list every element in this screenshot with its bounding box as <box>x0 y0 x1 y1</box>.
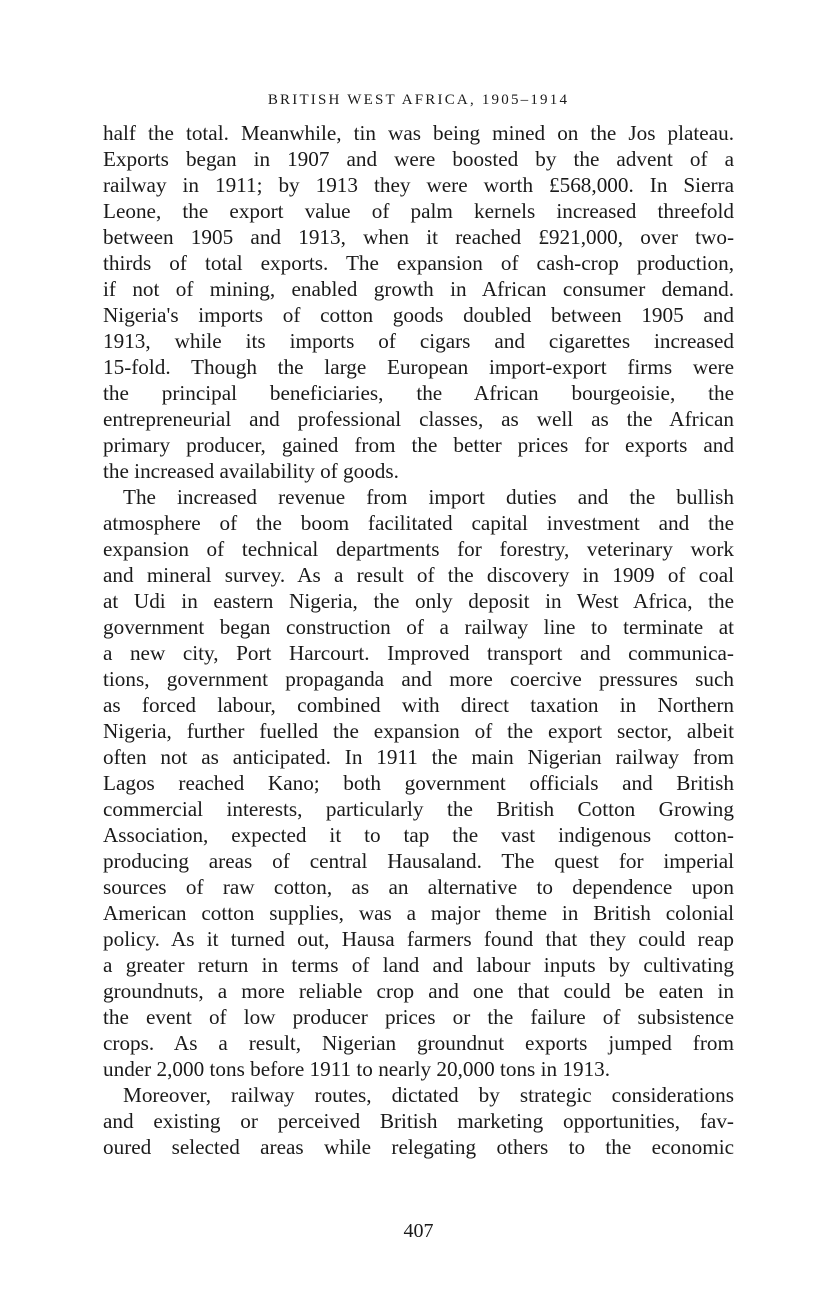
text-line: groundnuts, a more reliable crop and one that could be eaten in <box>103 979 734 1003</box>
text-line: the principal beneficiaries, the African bourgeoisie, the <box>103 381 734 405</box>
text-line: tions, government propaganda and more coercive pressures such <box>103 667 734 691</box>
text-line: oured selected areas while relegating others to the economic <box>103 1135 734 1159</box>
text-line: the event of low producer prices or the failure of subsistence <box>103 1005 734 1029</box>
text-line: government began construction of a railway line to terminate at <box>103 615 734 639</box>
text-line: crops. As a result, Nigerian groundnut exports jumped from <box>103 1031 734 1055</box>
text-line: and existing or perceived British marketing opportunities, fav- <box>103 1109 734 1133</box>
text-line: half the total. Meanwhile, tin was being mined on the Jos plateau. <box>103 121 734 145</box>
text-line: The increased revenue from import duties and the bullish <box>123 485 734 509</box>
book-page <box>103 0 734 1300</box>
text-line: Nigeria's imports of cotton goods doubled between 1905 and <box>103 303 734 327</box>
text-line: Lagos reached Kano; both government officials and British <box>103 771 734 795</box>
text-line: if not of mining, enabled growth in African consumer demand. <box>103 277 734 301</box>
text-line: between 1905 and 1913, when it reached £921,000, over two- <box>103 225 734 249</box>
page-number: 407 <box>403 1220 434 1242</box>
text-line: as forced labour, combined with direct taxation in Northern <box>103 693 734 717</box>
body-text <box>103 120 734 1160</box>
text-line: Exports began in 1907 and were boosted by the advent of a <box>103 147 734 171</box>
text-line: the increased availability of goods. <box>103 459 399 483</box>
text-line: thirds of total exports. The expansion of cash-crop production, <box>103 251 734 275</box>
text-line: railway in 1911; by 1913 they were worth £568,000. In Sierra <box>103 173 734 197</box>
text-line: Moreover, railway routes, dictated by strategic considerations <box>123 1083 734 1107</box>
text-line: primary producer, gained from the better prices for exports and <box>103 433 734 457</box>
text-line: producing areas of central Hausaland. The quest for imperial <box>103 849 734 873</box>
text-line: a greater return in terms of land and labour inputs by cultivating <box>103 953 734 977</box>
text-line: Association, expected it to tap the vast indigenous cotton- <box>103 823 734 847</box>
text-line: 15-fold. Though the large European import-export firms were <box>103 355 734 379</box>
text-line: under 2,000 tons before 1911 to nearly 20,000 tons in 1913. <box>103 1057 611 1081</box>
text-line: American cotton supplies, was a major theme in British colonial <box>103 901 734 925</box>
text-line: Leone, the export value of palm kernels increased threefold <box>103 199 734 223</box>
text-line: at Udi in eastern Nigeria, the only deposit in West Africa, the <box>103 589 734 613</box>
text-line: often not as anticipated. In 1911 the main Nigerian railway from <box>103 745 734 769</box>
text-line: and mineral survey. As a result of the discovery in 1909 of coal <box>103 563 734 587</box>
text-line: policy. As it turned out, Hausa farmers found that they could reap <box>103 927 734 951</box>
text-line: commercial interests, particularly the British Cotton Growing <box>103 797 734 821</box>
text-line: atmosphere of the boom facilitated capital investment and the <box>103 511 734 535</box>
text-line: expansion of technical departments for forestry, veterinary work <box>103 537 734 561</box>
text-line: entrepreneurial and professional classes, as well as the African <box>103 407 734 431</box>
text-line: a new city, Port Harcourt. Improved transport and communica- <box>103 641 734 665</box>
text-line: sources of raw cotton, as an alternative to dependence upon <box>103 875 734 899</box>
running-head: BRITISH WEST AFRICA, 1905–1914 <box>267 92 570 108</box>
text-line: 1913, while its imports of cigars and cigarettes increased <box>103 329 734 353</box>
text-line: Nigeria, further fuelled the expansion of the export sector, albeit <box>103 719 734 743</box>
